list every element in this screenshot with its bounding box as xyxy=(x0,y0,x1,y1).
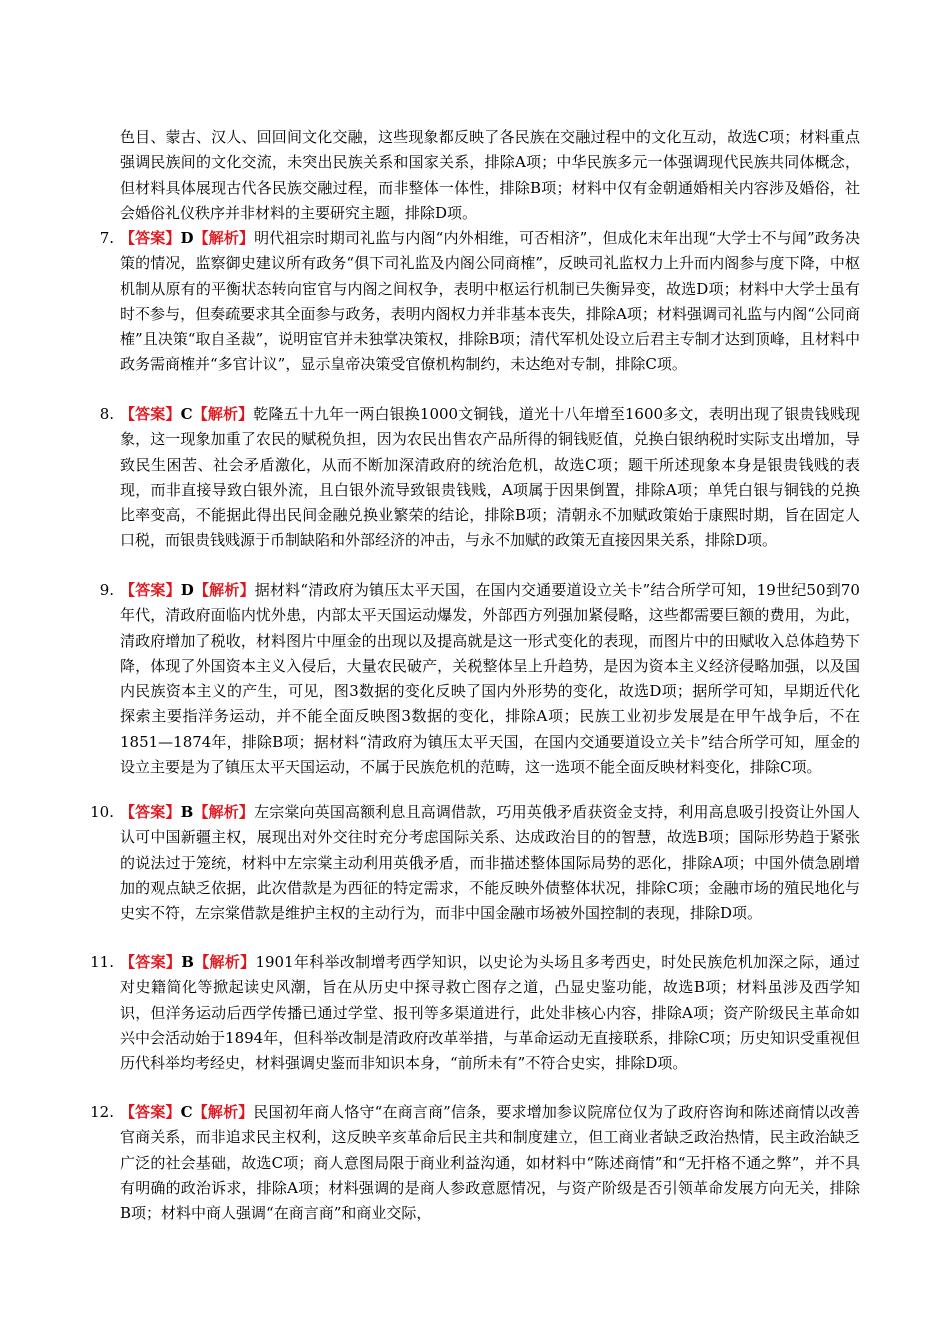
analysis-text: 乾隆五十九年一两白银换1000文铜钱，道光十八年增至1600多文，表明出现了银贵钱贱现象，这一现象加重了农民的赋税负担，因为农民出售农产品所得的铜钱贬值，兑换白银纳税时实际支出增加，导致民生困苦、社会矛盾激化，从而不断加深清政府的统治危机，故选C项；题干所述现象本身是银贵钱贱的表现，而非直接导致白银外流，且白银外流导致银贵钱贱，A项属于因果倒置，排除A项；单凭白银与铜钱的兑换比率变高，不能据此得出民间金融兑换业繁荣的结论，排除B项；清朝永不加赋政策始于康熙时期，旨在固定人口税，而银贵钱贱源于币制缺陷和外部经济的冲击，与永不加赋的政策无直接因果关系，排除D项。 xyxy=(120,405,860,550)
answer-item-9 xyxy=(120,578,860,780)
answer-letter: B xyxy=(180,803,194,821)
answer-label: 【答案】 xyxy=(120,953,182,971)
analysis-text: 民国初年商人恪守“在商言商”信条，要求增加参议院席位仅为了政府咨询和陈述商情以改善官商关系，而非追求民主权利，这反映辛亥革命后民主共和制度建立，但工商业者缺乏政治热情，民主政治缺乏广泛的社会基础，故选C项；商人意图局限于商业利益沟通，如材料中“陈述商情”和“无扞格不通之弊”，并不具有明确的政治诉求，排除A项；材料强调的是商人参政意愿情况，与资产阶级是否引领革命发展方向无关，排除B项；材料中商人强调“在商言商”和商业交际， xyxy=(120,1103,860,1223)
analysis-label: 【解析】 xyxy=(193,581,255,599)
answer-letter: D xyxy=(180,229,194,247)
analysis-label: 【解析】 xyxy=(193,803,255,821)
answer-item-11 xyxy=(120,950,860,1076)
answer-item-12 xyxy=(120,1100,860,1226)
analysis-text: 左宗棠向英国高额利息且高调借款，巧用英俄矛盾获资金支持，利用高息吸引投资让外国人认可中国新疆主权，展现出对外交往时充分考虑国际关系、达成政治目的的智慧，故选B项；国际形势趋于紧张的说法过于笼统，材料中左宗棠主动利用英俄矛盾，而非描述整体国际局势的恶化，排除A项；中国外债急剧增加的观点缺乏依据，此次借款是为西征的特定需求，不能反映外债整体状况，排除C项；金融市场的殖民地化与史实不符，左宗棠借款是维护主权的主动行为，而非中国金融市场被外国控制的表现，排除D项。 xyxy=(120,803,860,923)
answer-letter: C xyxy=(180,405,193,423)
answer-label: 【答案】 xyxy=(120,803,181,821)
answer-letter: D xyxy=(180,581,194,599)
answer-item-7 xyxy=(120,226,860,378)
analysis-label: 【解析】 xyxy=(193,953,256,971)
analysis-text: 明代祖宗时期司礼监与内阁“内外相维，可否相济”，但成化末年出现“大学士不与闻”政务决策的情况，监察御史建议所有政务“俱下司礼监及内阁公同商榷”，反映司礼监权力上升而内阁参与度下降，中枢机制从原有的平衡状态转向宦官与内阁之间权争，表明中枢运行机制已失衡异变，故选D项；材料中大学士虽有时不参与，但奏疏要求其全面参与政务，表明内阁权力并非基本丧失，排除A项；材料强调司礼监与内阁“公同商榷”且决策“取自圣裁”，说明宦官并未独掌决策权，排除B项；清代军机处设立后君主专制才达到顶峰，且材料中政务需商榷并“多官计议”，显示皇帝决策受官僚机构制约，未达绝对专制，排除C项。 xyxy=(120,229,860,374)
item-number: 11. xyxy=(90,953,114,971)
analysis-label: 【解析】 xyxy=(192,1103,254,1121)
answer-letter: B xyxy=(181,953,194,971)
analysis-text: 据材料“清政府为镇压太平天国，在国内交通要道设立关卡”结合所学可知，19世纪50到70年代，清政府面临内忧外患，内部太平天国运动爆发，外部西方列强加紧侵略，这些都需要巨额的费用，为此，清政府增加了税收，材料图片中厘金的出现以及提高就是这一形式变化的表现，而图片中的田赋收入总体趋势下降，体现了外国资本主义入侵后，大量农民破产，关税整体呈上升趋势，是因为资本主义经济侵略加强，以及国内民族资本主义的产生，可见，图3数据的变化反映了国内外形势的变化，故选D项；据所学可知，早期近代化探索主要指洋务运动，并不能全面反映图3数据的变化，排除A项；民族工业初步发展是在甲午战争后，不在1851—1874年，排除B项；据材料“清政府为镇压太平天国，在国内交通要道设立关卡”结合所学可知，厘金的设立主要是为了镇压太平天国运动，不属于民族危机的范畴，这一选项不能全面反映材料变化，排除C项。 xyxy=(120,581,860,777)
item-number: 12. xyxy=(90,1103,114,1121)
intro-paragraph: 色目、蒙古、汉人、回回间文化交融，这些现象都反映了各民族在交融过程中的文化互动，故选C项；材料重点强调民族间的文化交流，未突出民族关系和国家关系，排除A项；中华民族多元一体强调现代民族共同体概念，但材料具体展现古代各民族交融过程，而非整体一体性，排除B项；材料中仅有金朝通婚相关内容涉及婚俗，社会婚俗礼仪秩序并非材料的主要研究主题，排除D项。 xyxy=(120,128,860,222)
analysis-text: 1901年科举改制增考西学知识，以史论为头场且多考西史，时处民族危机加深之际，通过对史籍简化等掀起读史风潮，旨在从历史中探寻救亡图存之道，凸显史鉴功能，故选B项；材料虽涉及西学知识，但洋务运动后西学传播已通过学堂、报刊等多渠道进行，此处非核心内容，排除A项；资产阶级民主革命如兴中会活动始于1894年，但科举改制是清政府改革举措，与革命运动无直接联系，排除C项；历史知识受重视但历代科举均考经史，材料强调史鉴而非知识本身，“前所未有”不符合史实，排除D项。 xyxy=(120,953,860,1073)
analysis-label: 【解析】 xyxy=(192,405,254,423)
answer-item-10 xyxy=(120,800,860,926)
answer-item-8 xyxy=(120,402,860,554)
answer-label: 【答案】 xyxy=(120,1103,181,1121)
answer-letter: C xyxy=(180,1103,193,1121)
item-number: 9. xyxy=(99,581,114,599)
item-number: 7. xyxy=(99,229,114,247)
answer-label: 【答案】 xyxy=(120,581,181,599)
item-number: 10. xyxy=(90,803,114,821)
answer-label: 【答案】 xyxy=(120,229,181,247)
answer-label: 【答案】 xyxy=(120,405,181,423)
item-number: 8. xyxy=(99,405,114,423)
analysis-label: 【解析】 xyxy=(193,229,255,247)
